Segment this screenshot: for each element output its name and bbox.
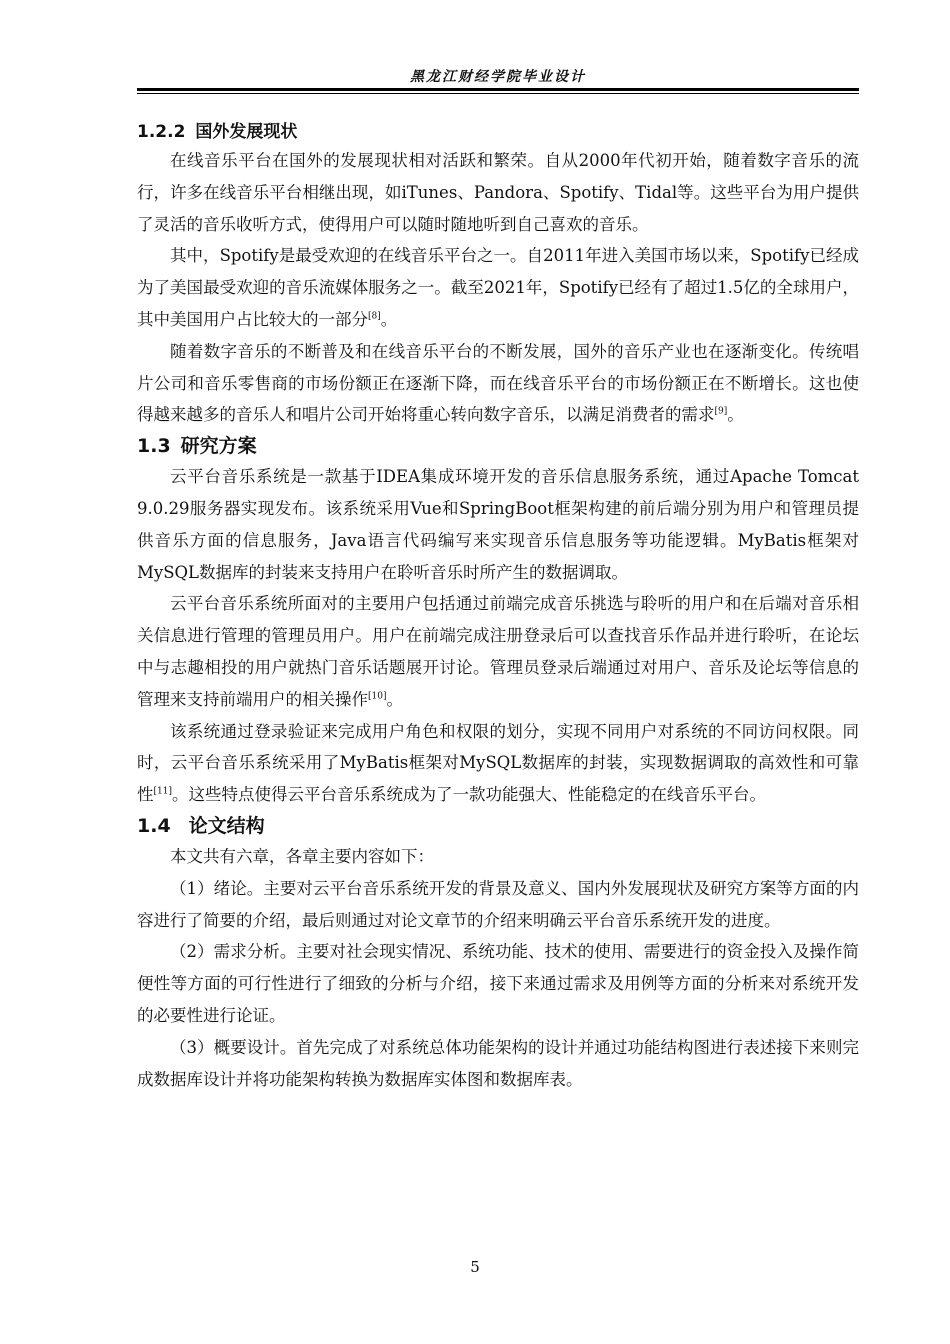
section-heading-1-4 <box>137 811 859 841</box>
section-title: 研究方案 <box>180 435 257 458</box>
paragraph <box>137 336 859 431</box>
citation-ref: [8] <box>368 311 381 322</box>
section-number: 1.4 <box>137 814 171 837</box>
list-item: （1）绪论。主要对云平台音乐系统开发的背景及意义、国内外发展现状及研究方案等方面的内容进行了简要的介绍，最后则通过对论文章节的介绍来明确云平台音乐系统开发的进度。 <box>137 878 859 930</box>
section-number: 1.2.2 <box>137 122 186 142</box>
paragraph <box>137 588 859 715</box>
paragraph-text: 其中，Spotify是最受欢迎的在线音乐平台之一。自2011年进入美国市场以来，Spotify已经成为了美国最受欢迎的音乐流媒体服务之一。截至2021年，Spotify已经有了超过1.5亿的全球用户，其中美国用户占比较大的一部分 <box>137 246 859 329</box>
paragraph-text: 。这些特点使得云平台音乐系统成为了一款功能强大、性能稳定的在线音乐平台。 <box>171 785 766 805</box>
list-item: （2）需求分析。主要对社会现实情况、系统功能、技术的使用、需要进行的资金投入及操作简便性等方面的可行性进行了细致的分析与介绍，接下来通过需求及用例等方面的分析来对系统开发的必要性进行论证。 <box>137 942 859 1025</box>
page-number: 5 <box>470 1258 480 1276</box>
paragraph-text: 。 <box>380 309 398 329</box>
paragraph-text: 。 <box>386 689 403 709</box>
section-title: 国外发展现状 <box>195 122 298 142</box>
citation-ref: [10] <box>368 691 387 702</box>
paragraph-text: 随着数字音乐的不断普及和在线音乐平台的不断发展，国外的音乐产业也在逐渐变化。传统唱片公司和音乐零售商的市场份额正在逐渐下降，而在线音乐平台的市场份额正在不断增长。这也使得越来越多的音乐人和唱片公司开始将重心转向数字音乐，以满足消费者的需求 <box>137 341 859 425</box>
section-title: 论文结构 <box>188 814 265 837</box>
citation-ref: [11] <box>153 786 172 797</box>
paragraph <box>137 716 859 811</box>
citation-ref: [9] <box>714 406 728 417</box>
paragraph: 在线音乐平台在国外的发展现状相对活跃和繁荣。自从2000年代初开始，随着数字音乐的流行，许多在线音乐平台相继出现，如iTunes、Pandora、Spotify、Tidal等。这些平台为用户提供了灵活的音乐收听方式，使得用户可以随时随地听到自己喜欢的音乐。 <box>137 151 859 234</box>
section-heading-1-2-2 <box>137 119 859 145</box>
list-item: （3）概要设计。首先完成了对系统总体功能架构的设计并通过功能结构图进行表述接下来则完成数据库设计并将功能架构转换为数据库实体图和数据库表。 <box>137 1037 859 1089</box>
paragraph-text: 。 <box>727 405 744 425</box>
paragraph-text: 该系统通过登录验证来完成用户角色和权限的划分，实现不同用户对系统的不同访问权限。同时，云平台音乐系统采用了MyBatis框架对MySQL数据库的封装，实现数据调取的高效性和可靠性 <box>137 721 859 805</box>
paragraph: 云平台音乐系统是一款基于IDEA集成环境开发的音乐信息服务系统，通过Apache Tomcat 9.0.29服务器实现发布。该系统采用Vue和SpringBoot框架构建的前后端分别为用户和管理员提供音乐方面的信息服务，Java语言代码编写来实现音乐信息服务等功能逻辑。MyBatis框架对MySQL数据库的封装来支持用户在聆听音乐时所产生的数据调取。 <box>137 467 859 582</box>
paragraph: 本文共有六章，各章主要内容如下： <box>170 846 434 866</box>
section-number: 1.3 <box>137 435 171 458</box>
section-heading-1-3 <box>137 431 859 461</box>
header-rule-thick <box>137 88 859 91</box>
paragraph-text: 云平台音乐系统所面对的主要用户包括通过前端完成音乐挑选与聆听的用户和在后端对音乐相关信息进行管理的管理员用户。用户在前端完成注册登录后可以查找音乐作品并进行聆听，在论坛中与志趣相投的用户就热门音乐话题展开讨论。管理员登录后端通过对用户、音乐及论坛等信息的管理来支持前端用户的相关操作 <box>137 594 859 709</box>
header-rule-thin <box>137 93 859 94</box>
body-text <box>137 119 859 1095</box>
running-header: 黑龙江财经学院毕业设计 <box>410 69 586 85</box>
paragraph <box>137 240 859 335</box>
